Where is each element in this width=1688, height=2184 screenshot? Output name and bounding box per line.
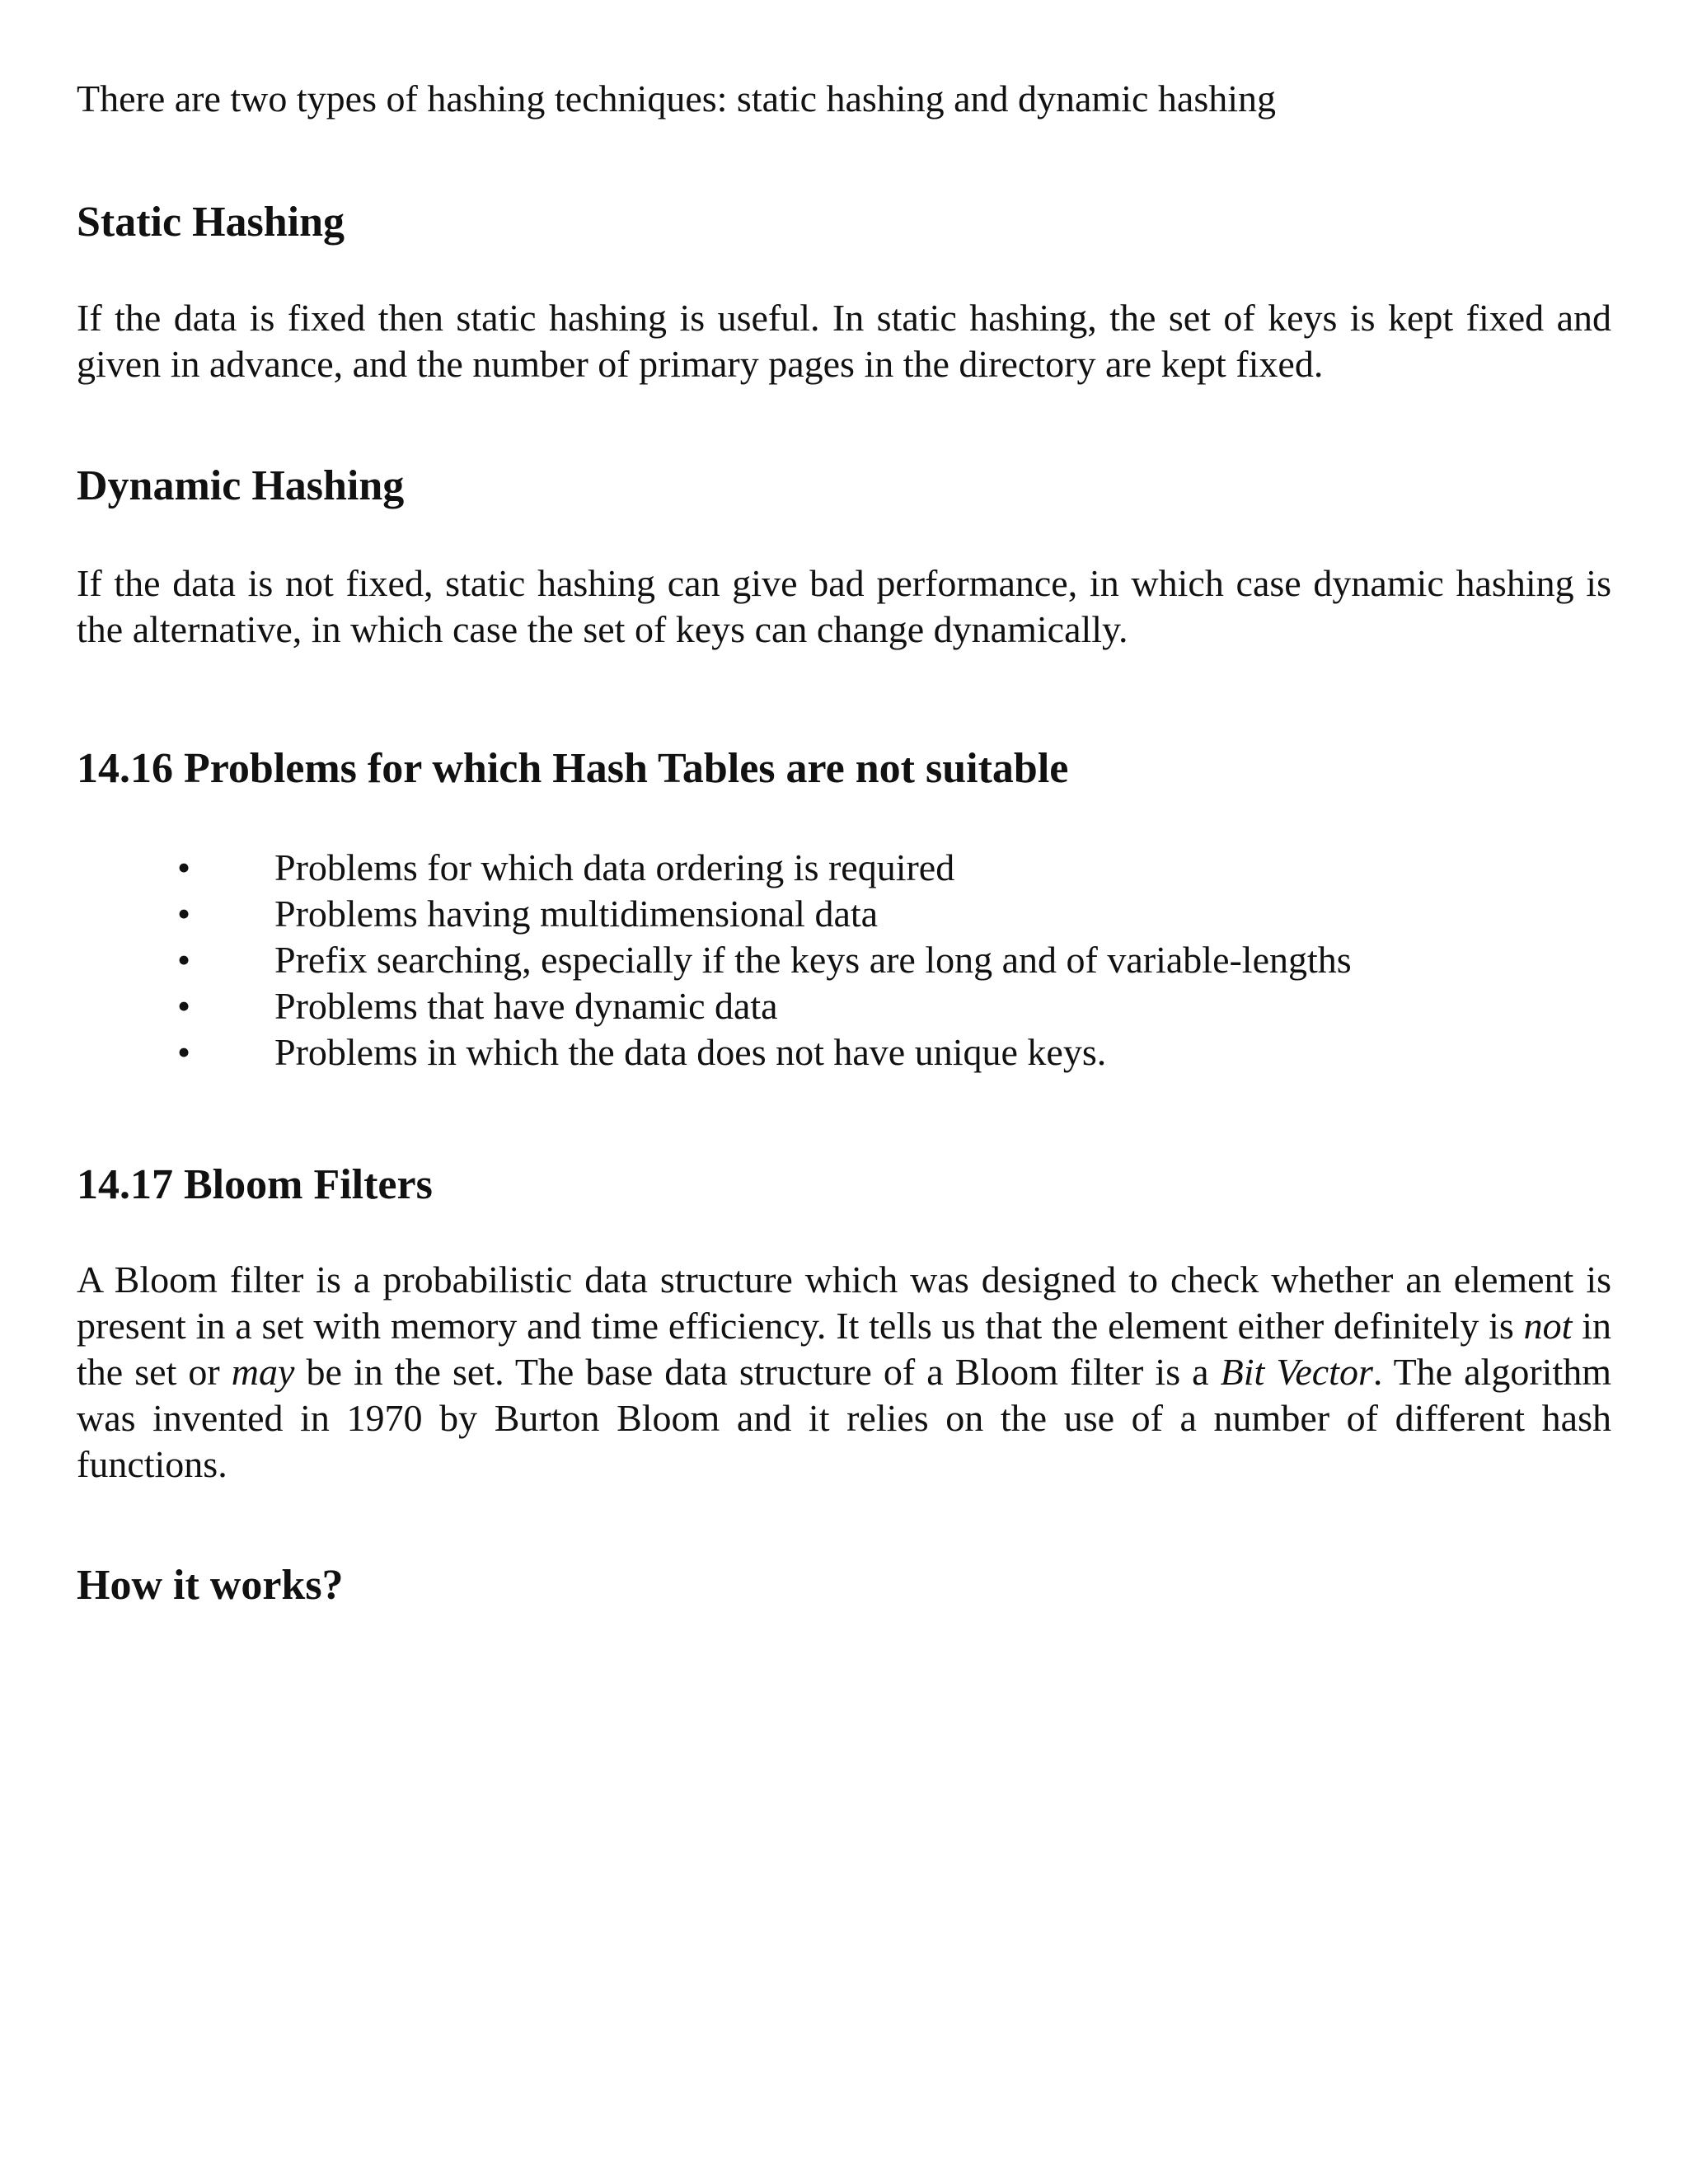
- how-it-works-heading: How it works?: [77, 1562, 344, 1609]
- bloom-text-4: . The algorithm was invented in 1970 by Burton Bloom and it relies on the use of a number of different hash functions.: [77, 1351, 1612, 1485]
- bullet-icon: •: [177, 1031, 191, 1073]
- bloom-text-3: be in the set. The base data structure of a Bloom filter is a: [294, 1351, 1221, 1393]
- list-item-text: Problems in which the data does not have unique keys.: [274, 1031, 1107, 1073]
- bloom-emphasis-may: may: [231, 1351, 295, 1393]
- bullet-icon: •: [177, 985, 191, 1027]
- section-14-17-heading: 14.17 Bloom Filters: [77, 1161, 433, 1208]
- section-14-16-heading: 14.16 Problems for which Hash Tables are not suitable: [77, 745, 1069, 792]
- dynamic-hashing-paragraph: If the data is not fixed, static hashing can give bad performance, in which case dynamic hashing is the alternative, in which case the set of keys can change dynamically.: [77, 562, 1611, 650]
- list-item: [77, 937, 1611, 983]
- bullet-icon: •: [177, 846, 191, 888]
- list-item: [77, 1029, 1611, 1076]
- bloom-text-1: A Bloom filter is a probabilistic data structure which was designed to check whether an element is present in a set with memory and time efficiency. It tells us that the element either definitely is: [77, 1258, 1611, 1347]
- list-item: [77, 845, 1611, 891]
- list-item: [77, 983, 1611, 1029]
- unsuitable-problems-list: [77, 845, 1611, 1076]
- bloom-filter-paragraph: [77, 1257, 1611, 1488]
- list-item-text: Problems for which data ordering is required: [274, 846, 955, 888]
- list-item-text: Problems that have dynamic data: [274, 985, 778, 1027]
- bloom-emphasis-bit-vector: Bit Vector: [1220, 1351, 1373, 1393]
- static-hashing-heading: Static Hashing: [77, 199, 345, 246]
- bullet-icon: •: [177, 939, 191, 981]
- intro-paragraph: There are two types of hashing techniques: static hashing and dynamic hashing: [77, 77, 1276, 120]
- dynamic-hashing-heading: Dynamic Hashing: [77, 462, 405, 509]
- bullet-icon: •: [177, 893, 191, 935]
- bloom-emphasis-not: not: [1523, 1305, 1573, 1347]
- list-item-text: Problems having multidimensional data: [274, 893, 879, 935]
- list-item-text: Prefix searching, especially if the keys are long and of variable-lengths: [274, 939, 1352, 981]
- list-item: [77, 891, 1611, 937]
- static-hashing-paragraph: If the data is fixed then static hashing is useful. In static hashing, the set of keys is kept fixed and given in advance, and the number of primary pages in the directory are kept fixed.: [77, 297, 1611, 385]
- bloom-text-2: in the set or: [77, 1305, 1611, 1393]
